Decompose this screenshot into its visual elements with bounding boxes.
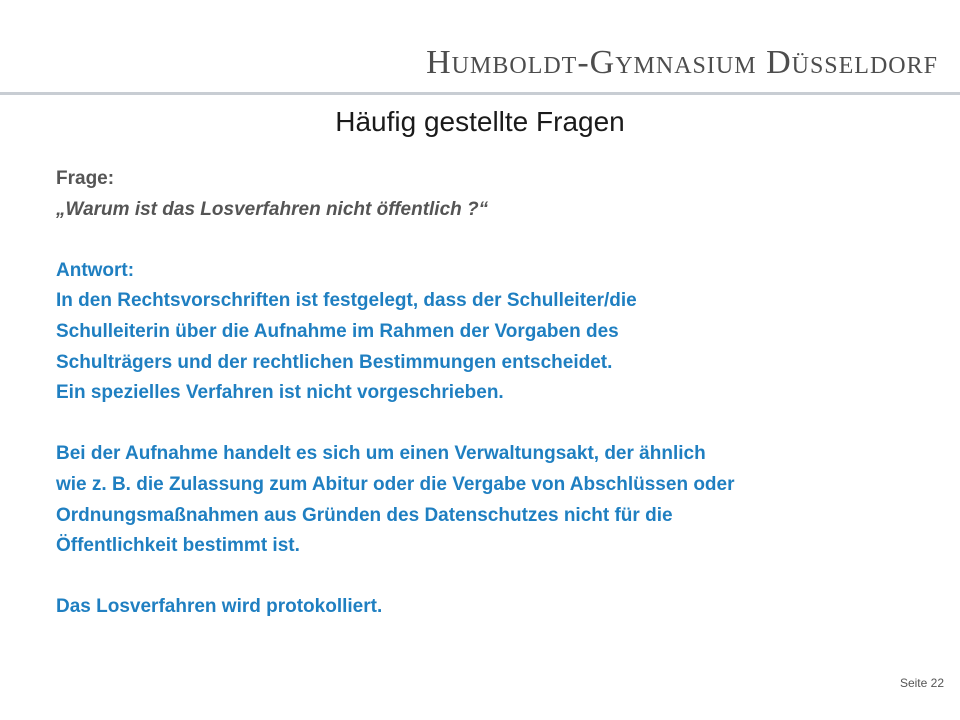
answer-line: wie z. B. die Zulassung zum Abitur oder die Vergabe von Abschlüssen oder [56, 473, 735, 495]
page-number: Seite 22 [899, 676, 944, 690]
answer-line: Schulträgers und der rechtlichen Bestimmungen entscheidet. [56, 351, 613, 373]
spacer [56, 409, 936, 440]
answer-line: Bei der Aufnahme handelt es sich um einen Verwaltungsakt, der ähnlich [56, 443, 706, 465]
slide-body [56, 164, 936, 623]
slide-title: Häufig gestellte Fragen [335, 106, 625, 137]
answer-line: In den Rechtsvorschriften ist festgelegt, dass der Schulleiter/die [56, 290, 637, 312]
answer-line: Ein spezielles Verfahren ist nicht vorgeschrieben. [56, 382, 504, 404]
answer-line: Öffentlichkeit bestimmt ist. [56, 535, 300, 557]
answer-line: Ordnungsmaßnahmen aus Gründen des Datenschutzes nicht für die [56, 504, 673, 526]
answer-label: Antwort: [56, 259, 135, 281]
school-logo-text: Humboldt-Gymnasium Düsseldorf [426, 44, 938, 81]
spacer [56, 225, 936, 256]
spacer [56, 562, 936, 593]
answer-line: Schulleiterin über die Aufnahme im Rahmen der Vorgaben des [56, 320, 619, 342]
closing-line: Das Losverfahren wird protokolliert. [56, 596, 383, 618]
question-label: Frage: [56, 168, 115, 189]
header-divider [0, 92, 960, 95]
question-text: „Warum ist das Losverfahren nicht öffentlich ?“ [56, 198, 489, 220]
